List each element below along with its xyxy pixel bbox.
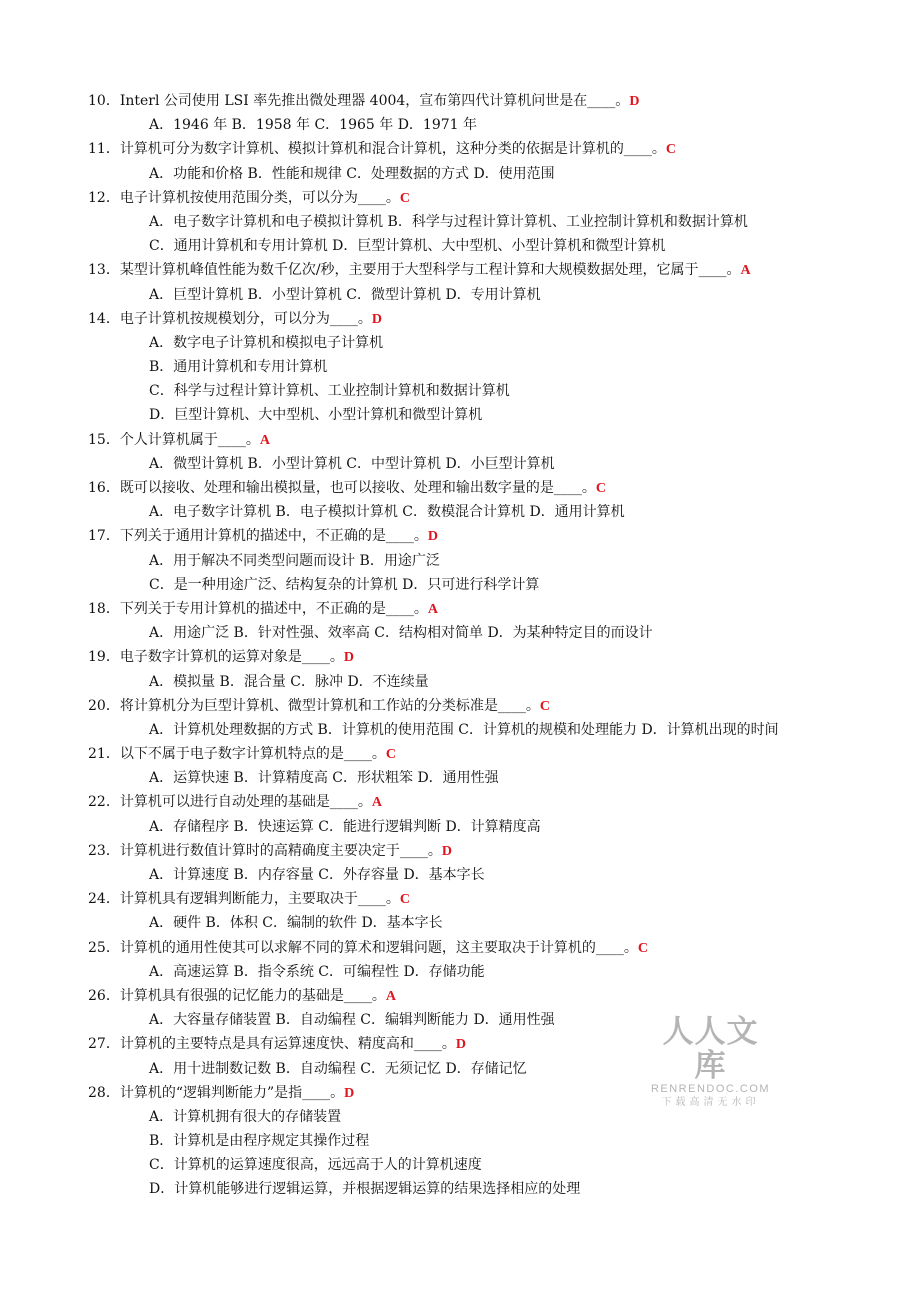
answer-key: D	[629, 94, 640, 109]
answer-key: A	[740, 263, 751, 279]
question-number: 10．	[88, 93, 120, 109]
answer-options: C．通用计算机和专用计算机 D．巨型计算机、大中型机、小型计算机和微型计算机	[149, 238, 666, 255]
question	[88, 307, 898, 331]
question-text: 个人计算机属于____。	[119, 431, 260, 448]
answer-options: A．用于解决不同类型问题而设计 B．用途广泛	[149, 552, 440, 569]
question-text: Interl 公司使用 LSI 率先推出微处理器 4004，宣布第四代计算机问世是在____。	[119, 93, 630, 109]
question-number: 20．	[88, 697, 120, 714]
question	[88, 790, 898, 814]
answer-key: D	[344, 1085, 355, 1101]
question	[88, 887, 898, 911]
question-text: 下列关于专用计算机的描述中，不正确的是____。	[119, 600, 428, 617]
answer-key: A	[427, 601, 438, 617]
question	[88, 137, 898, 161]
question-text: 下列关于通用计算机的描述中，不正确的是____。	[119, 528, 428, 545]
answer-options: B．计算机是由程序规定其操作过程	[149, 1133, 370, 1150]
answer-key: C	[399, 892, 410, 908]
question-number: 27．	[88, 1036, 120, 1053]
answer-options: A．1946 年 B．1958 年 C．1965 年 D．1971 年	[149, 117, 478, 134]
answer-options: C．计算机的运算速度很高，远远高于人的计算机速度	[149, 1157, 482, 1174]
answer-options: A．功能和价格 B．性能和规律 C．处理数据的方式 D．使用范围	[149, 165, 555, 182]
question-text: 某型计算机峰值性能为数千亿次/秒，主要用于大型科学与工程计算和大规模数据处理，它属于____。	[119, 262, 741, 279]
answer-options: A．存储程序 B．快速运算 C．能进行逻辑判断 D．计算精度高	[149, 818, 541, 835]
question-text: 将计算机分为巨型计算机、微型计算机和工作站的分类标准是____。	[119, 697, 540, 714]
question-text: 计算机具有很强的记忆能力的基础是____。	[119, 987, 386, 1004]
question-number: 26．	[88, 987, 120, 1004]
question-text: 以下不属于电子数字计算机特点的是____。	[119, 746, 386, 763]
question-text: 计算机进行数值计算时的高精确度主要决定于____。	[119, 842, 442, 859]
answer-options: A．用途广泛 B．针对性强、效率高 C．结构相对简单 D．为某种特定目的而设计	[149, 625, 653, 642]
question	[88, 839, 898, 863]
answer-options: A．运算快速 B．计算精度高 C．形状粗笨 D．通用性强	[149, 770, 499, 787]
question-number: 22．	[88, 794, 120, 811]
answer-key: A	[259, 432, 270, 448]
answer-key: D	[427, 529, 438, 545]
watermark-subtitle: 下载高清无水印	[661, 1097, 760, 1108]
question	[88, 742, 898, 766]
question	[88, 645, 898, 669]
question-number: 12．	[88, 189, 120, 206]
question-text: 计算机可分为数字计算机、模拟计算机和混合计算机，这种分类的依据是计算机的____。	[119, 141, 666, 158]
question-text: 既可以接收、处理和输出模拟量，也可以接收、处理和输出数字量的是____。	[119, 480, 596, 496]
answer-options: A．模拟量 B．混合量 C．脉冲 D．不连续量	[149, 673, 429, 690]
answer-key: C	[385, 747, 396, 763]
answer-options: A．高速运算 B．指令系统 C．可编程性 D．存储功能	[149, 963, 485, 980]
question-number: 24．	[88, 891, 120, 908]
answer-options: A．巨型计算机 B．小型计算机 C．微型计算机 D．专用计算机	[149, 286, 541, 303]
question-text: 计算机具有逻辑判断能力，主要取决于____。	[119, 891, 400, 908]
watermark-title: 人人文库	[662, 1014, 759, 1084]
question-text: 电子计算机按使用范围分类，可以分为____。	[119, 189, 400, 206]
question-text: 计算机可以进行自动处理的基础是____。	[119, 794, 372, 811]
answer-options: D．计算机能够进行逻辑运算，并根据逻辑运算的结果选择相应的处理	[149, 1181, 581, 1198]
answer-key: A	[371, 795, 382, 811]
answer-key: C	[399, 190, 410, 206]
question	[88, 186, 898, 210]
question	[88, 258, 898, 282]
answer-options: A．计算机拥有很大的存储装置	[149, 1108, 342, 1125]
watermark	[648, 1015, 773, 1110]
question-number: 13．	[88, 262, 120, 279]
question	[88, 476, 898, 500]
question-number: 21．	[88, 746, 120, 763]
answer-key: C	[665, 142, 676, 158]
answer-options: C．是一种用途广泛、结构复杂的计算机 D．只可进行科学计算	[149, 576, 540, 593]
question-number: 14．	[88, 310, 120, 327]
question	[88, 1032, 898, 1056]
watermark-domain: RENRENDOC.COM	[650, 1083, 771, 1095]
answer-key: C	[637, 940, 648, 956]
question-text: 计算机的“逻辑判断能力”是指____。	[119, 1084, 345, 1101]
answer-options: D．巨型计算机、大中型机、小型计算机和微型计算机	[149, 407, 483, 424]
question	[88, 936, 898, 960]
question-text: 计算机的通用性使其可以求解不同的算术和逻辑问题，这主要取决于计算机的____。	[119, 939, 638, 956]
answer-key: C	[595, 481, 606, 496]
answer-key: A	[385, 988, 396, 1004]
question-number: 28．	[88, 1084, 120, 1101]
answer-key: D	[455, 1037, 466, 1053]
question-number: 25．	[88, 939, 120, 956]
answer-options: A．用十进制数记数 B．自动编程 C．无须记忆 D．存储记忆	[149, 1060, 527, 1077]
question-number: 18．	[88, 600, 120, 617]
question	[88, 524, 898, 548]
question-text: 电子数字计算机的运算对象是____。	[119, 649, 344, 666]
question	[88, 89, 898, 113]
answer-key: D	[371, 311, 382, 327]
answer-options: A．硬件 B．体积 C．编制的软件 D．基本字长	[149, 915, 443, 932]
question	[88, 1081, 898, 1105]
question-number: 11．	[88, 141, 120, 158]
question-number: 19．	[88, 649, 120, 666]
answer-options: A．电子数字计算机 B．电子模拟计算机 C．数模混合计算机 D．通用计算机	[149, 504, 625, 521]
answer-options: C．科学与过程计算计算机、工业控制计算机和数据计算机	[149, 383, 510, 400]
question-text: 计算机的主要特点是具有运算速度快、精度高和____。	[119, 1036, 456, 1053]
question-list	[88, 89, 898, 1202]
question	[88, 597, 898, 621]
answer-options: A．微型计算机 B．小型计算机 C．中型计算机 D．小巨型计算机	[149, 455, 555, 472]
answer-options: B．通用计算机和专用计算机	[149, 359, 328, 376]
question	[88, 694, 898, 718]
question-number: 15．	[88, 431, 120, 448]
answer-key: D	[343, 650, 354, 666]
question-text: 电子计算机按规模划分，可以分为____。	[119, 310, 372, 327]
answer-options: A．电子数字计算机和电子模拟计算机 B．科学与过程计算计算机、工业控制计算机和数据计算机	[149, 213, 748, 230]
answer-key: D	[441, 843, 452, 859]
answer-key: C	[539, 698, 550, 714]
question-number: 16．	[88, 480, 120, 496]
question	[88, 984, 898, 1008]
question	[88, 428, 898, 452]
answer-options: A．大容量存储装置 B．自动编程 C．编辑判断能力 D．通用性强	[149, 1012, 555, 1029]
question-number: 17．	[88, 528, 120, 545]
question-number: 23．	[88, 842, 120, 859]
answer-options: A．数字电子计算机和模拟电子计算机	[149, 334, 384, 351]
answer-options: A．计算速度 B．内存容量 C．外存容量 D．基本字长	[149, 867, 485, 883]
answer-options: A．计算机处理数据的方式 B．计算机的使用范围 C．计算机的规模和处理能力 D．计算机出现的时间	[149, 721, 779, 738]
